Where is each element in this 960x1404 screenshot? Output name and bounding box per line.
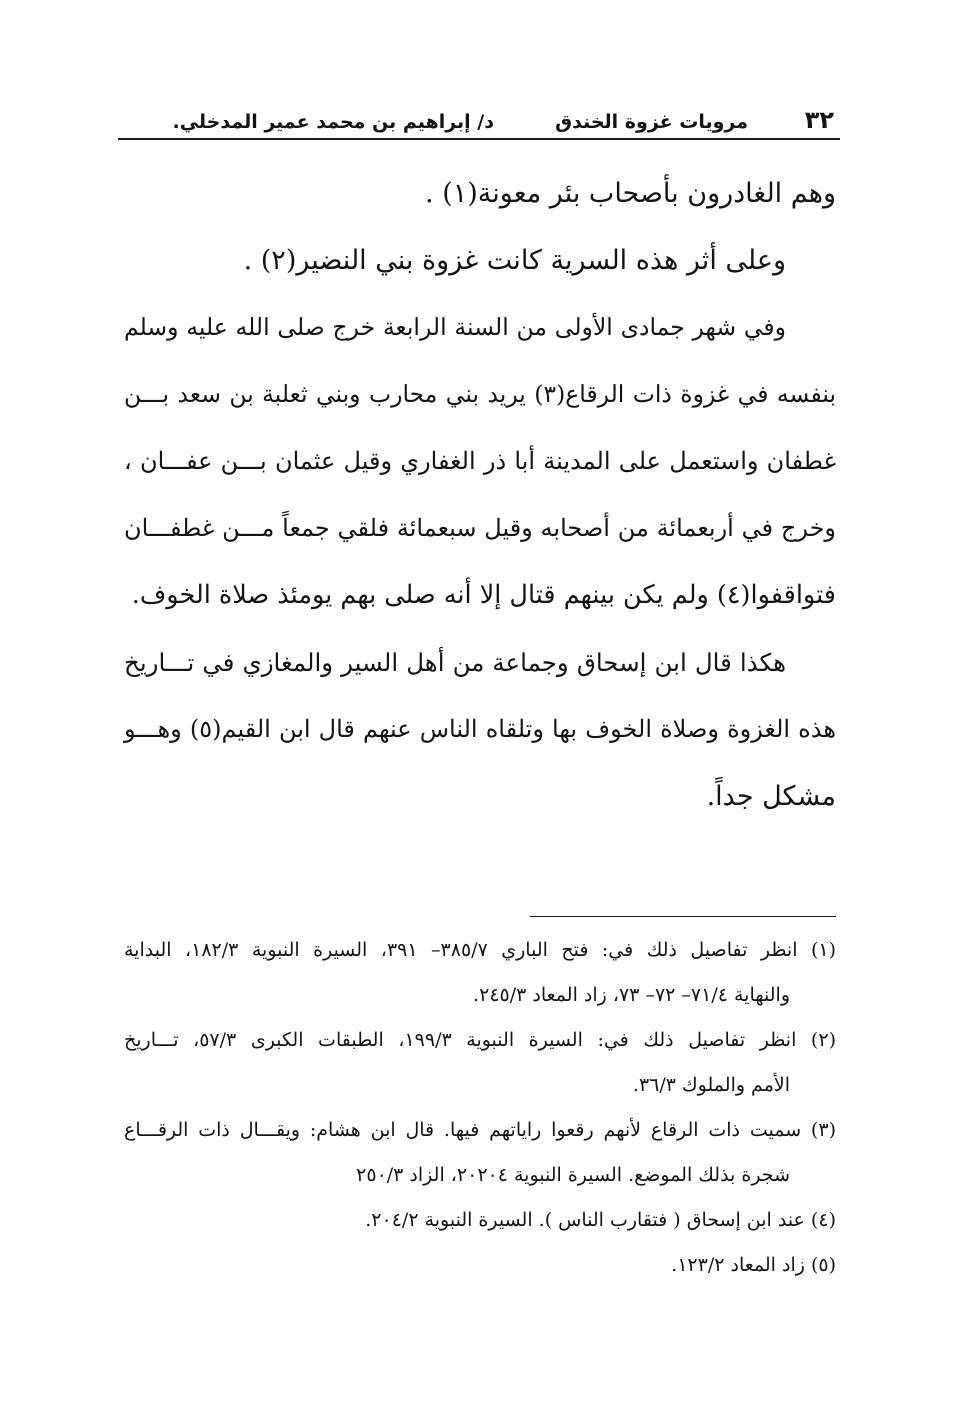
body-line: وخرج في أربعمائة من أصحابه وقيل سبعمائة فلقي جمعاً مـــن غطفـــان	[124, 514, 836, 542]
footnote-line: (٤) عند ابن إسحاق ( فتقارب الناس ). السيرة النبوية ٢٠٤/٢.	[365, 1209, 836, 1231]
body-line: بنفسه في غزوة ذات الرقاع(٣) يريد بني محارب وبني ثعلبة بن سعد بـــن	[124, 380, 836, 408]
footnote-line: شجرة بذلك الموضع. السيرة النبوية ٢٠٢٠٤، الزاد ٢٥٠/٣	[356, 1164, 790, 1186]
body-line: غطفان واستعمل على المدينة أبا ذر الغفاري وقيل عثمان بـــن عفـــان ،	[124, 447, 836, 475]
body-line: وفي شهر جمادى الأولى من السنة الرابعة خرج صلى الله عليه وسلم	[124, 313, 786, 341]
footnote-line: (٢) انظر تفاصيل ذلك في: السيرة النبوية ١٩٩/٣، الطبقات الكبرى ٥٧/٣، تـــاريخ	[124, 1029, 836, 1051]
author-name: د/ إبراهيم بن محمد عمير المدخلي.	[172, 111, 494, 133]
header-rule	[118, 138, 840, 140]
body-line: مشكل جداً.	[706, 781, 836, 812]
body-line: هذه الغزوة وصلاة الخوف بها وتلقاه الناس عنهم قال ابن القيم(٥) وهـــو	[124, 715, 837, 743]
page-number: ٣٢	[804, 106, 834, 134]
footnote-line: (٥) زاد المعاد ١٢٣/٢.	[671, 1254, 836, 1276]
footnotes	[124, 928, 836, 1288]
footnote-line: الأمم والملوك ٣٦/٣.	[632, 1074, 790, 1096]
running-header	[118, 104, 840, 140]
book-title: مرويات غزوة الخندق	[555, 111, 748, 133]
body-line: فتواقفوا(٤) ولم يكن بينهم قتال إلا أنه صلى بهم يومئذ صلاة الخوف.	[131, 580, 836, 610]
footnote-line: (١) انظر تفاصيل ذلك في: فتح الباري ٣٨٥/٧– ٣٩١، السيرة النبوية ١٨٢/٣، البداية	[124, 939, 837, 961]
footnote-separator	[530, 916, 836, 917]
body-text	[124, 160, 836, 830]
body-line: وهم الغادرون بأصحاب بئر معونة(١) .	[425, 178, 836, 209]
footnote-line: والنهاية ٧١/٤– ٧٢– ٧٣، زاد المعاد ٢٤٥/٣.	[473, 984, 790, 1006]
body-line: وعلى أثر هذه السرية كانت غزوة بني النضير(٢) .	[243, 245, 786, 276]
footnote-line: (٣) سميت ذات الرقاع لأنهم رقعوا راياتهم فيها. قال ابن هشام: ويقـــال ذات الرقـــاع	[124, 1119, 836, 1141]
body-line: هكذا قال ابن إسحاق وجماعة من أهل السير والمغازي في تـــاريخ	[124, 648, 786, 677]
